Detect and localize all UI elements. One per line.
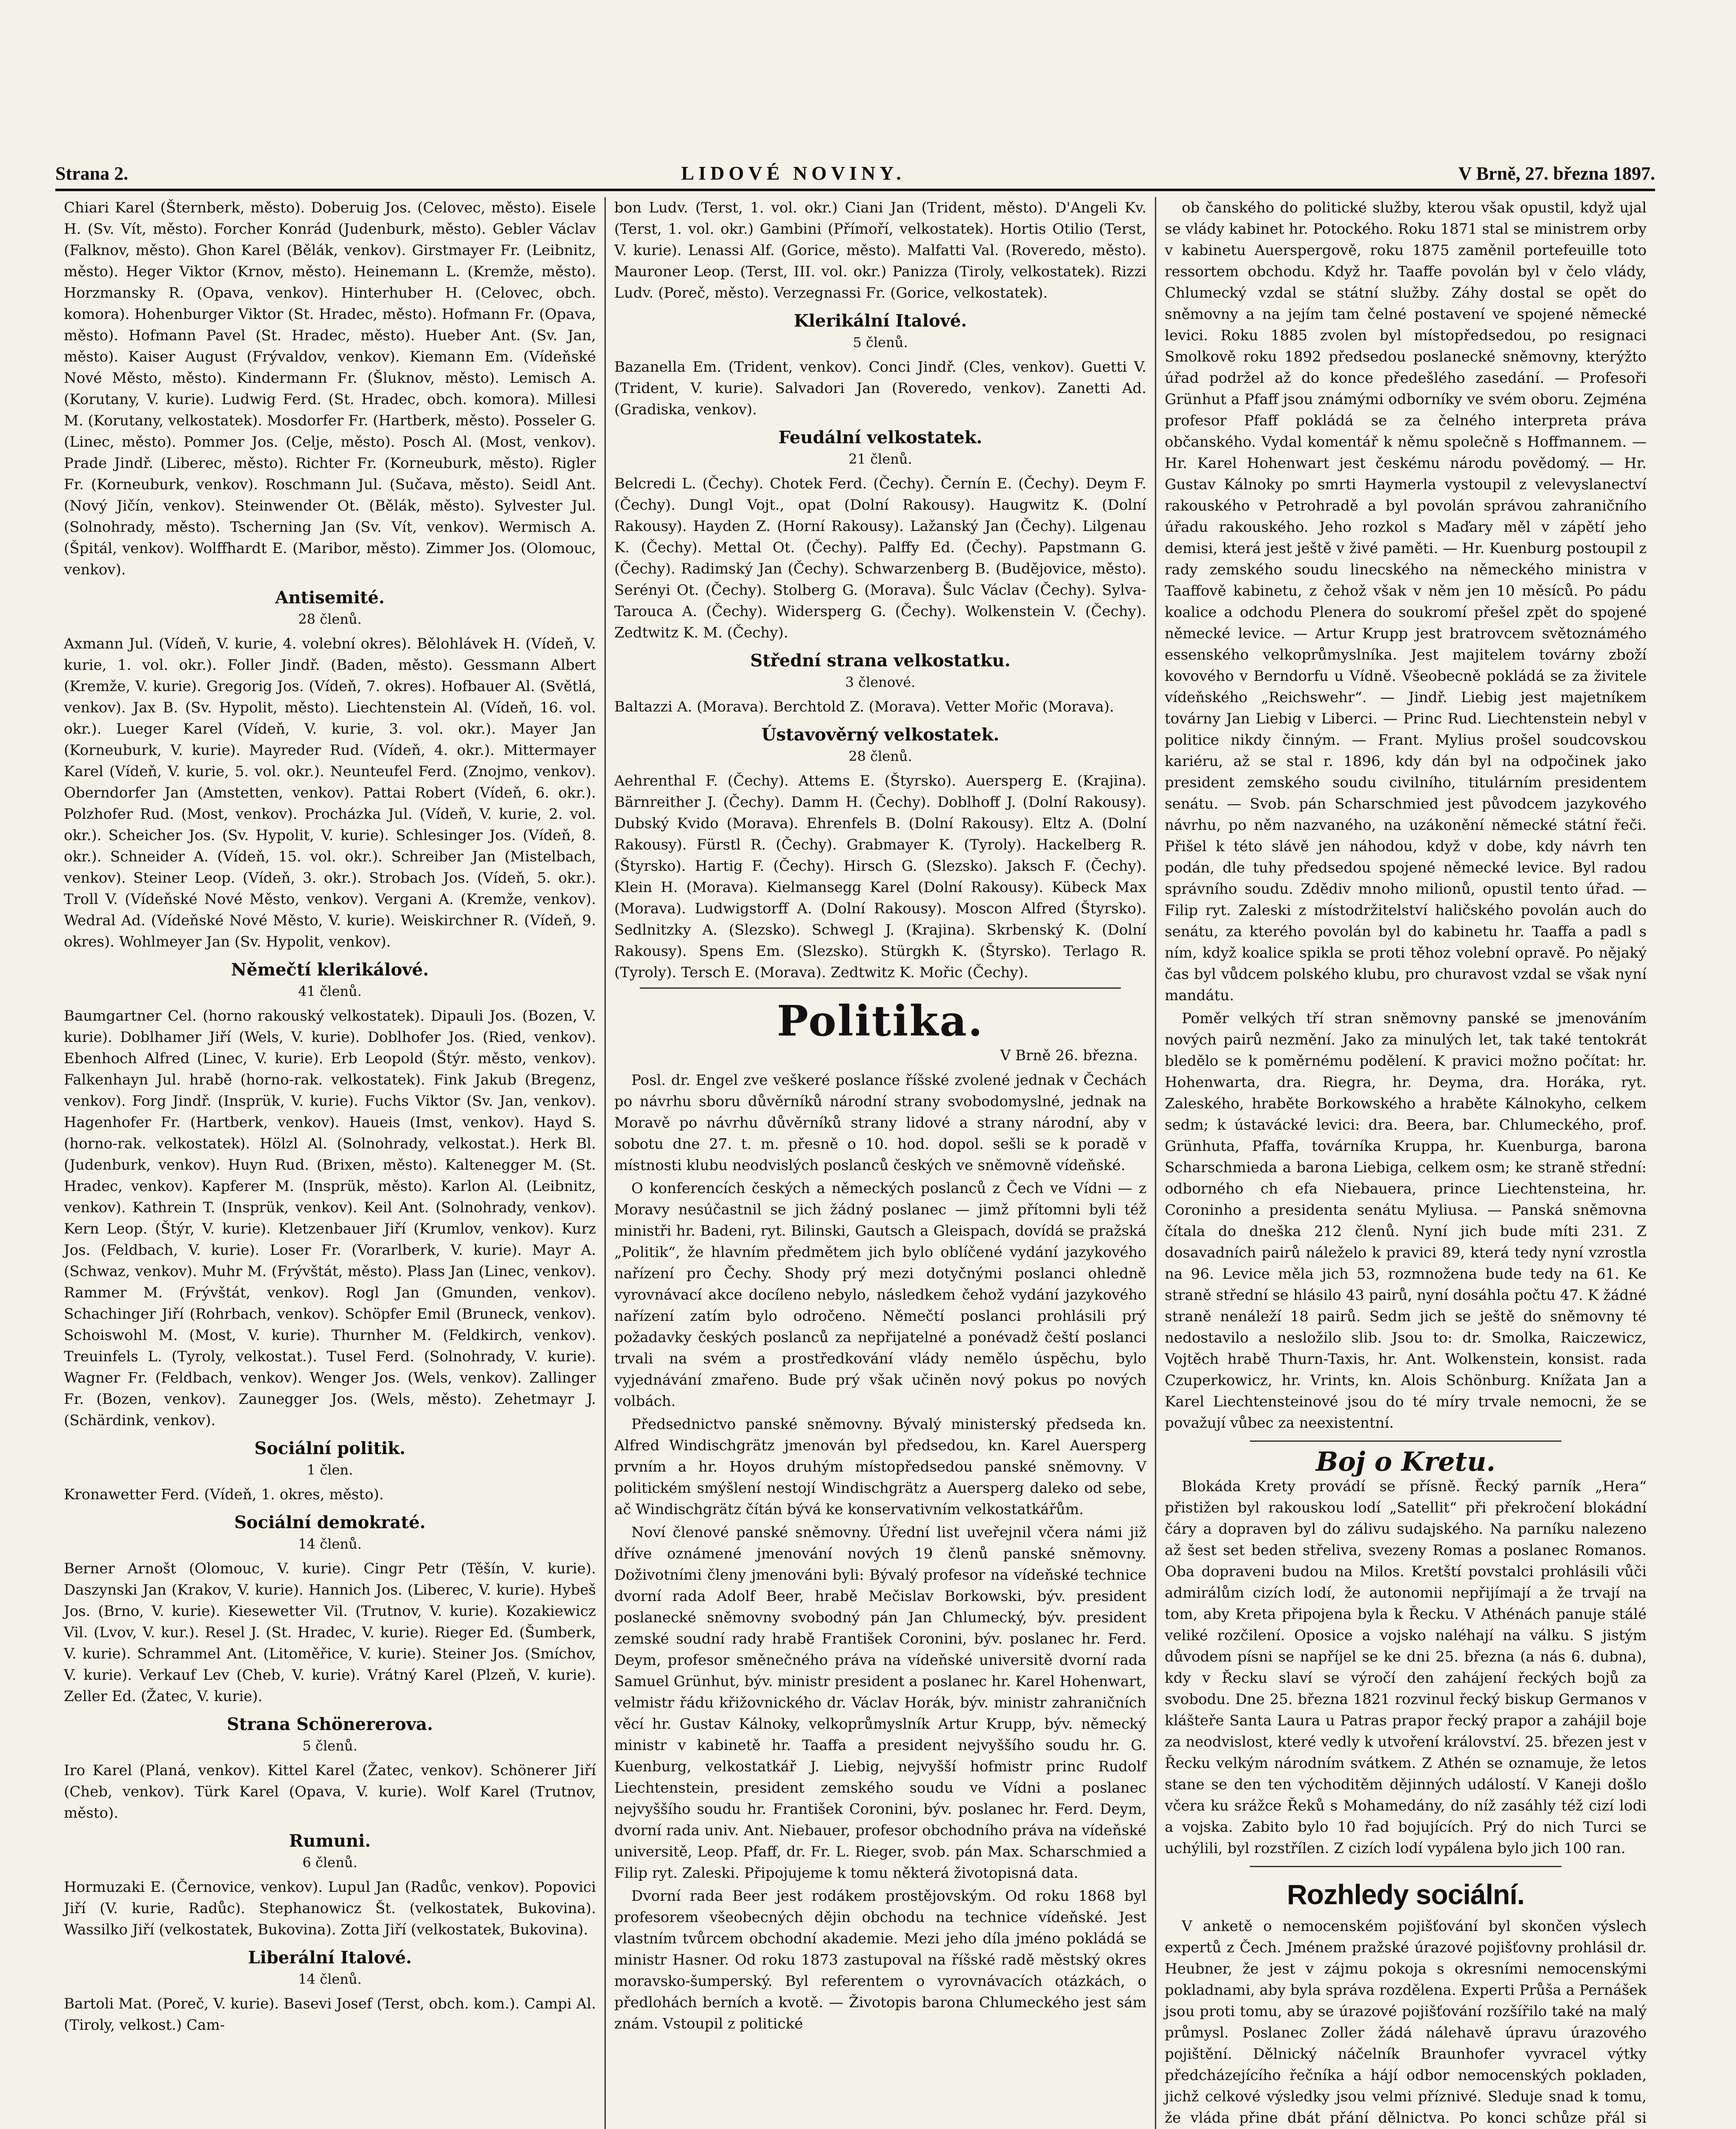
section-heading-constitutional-estate: Ústavověrný velkostatek. bbox=[761, 725, 1000, 745]
column-3 bbox=[1155, 197, 1655, 2129]
article-paragraph: Blokáda Krety provádí se přísně. Řecký parník „Hera“ přistižen byl rakouskou lodí „Satellit“ při překročení blokádní čáry a dopraven byl do zálivu sudajského. Na parníku nalezeno až šest set beden střeliva, svezeny Romas a poslanec Romanos. Oba dopraveni budou na Milos. Kretští povstalci prohlásili vůči admirálům cizích lodí, že autonomii nepřijímají a že trvají na tom, aby Kreta připojena byla k Řecku. V Athénách panuje stálé veliké rozčilení. Oposice a vojsko naléhají na válku. S jistým důvodem písni se napříjel se ke dni 25. března (a nás 6. dubna), kdy v Řecku slaví se výročí den zahájení řeckých bojů za svobodu. Dne 25. března 1821 rozvinul řecký biskup Germanos v klášteře Santa Laura u Patras prapor řecký prapor a zahájil boje za neodvislost, které vedly k utvoření království. 25. březen jest v Řecku velkým národním svátkem. Z Athén se oznamuje, že letos stane se den ten východitěm dějinných událostí. V Kaneji došlo včera ku srážce Řeků s Mohamedány, do níž zasáhly též cizí lodi a vojska. Zabito bylo 10 řad bojujících. Prý do nich Turci se uchýlili, byl rozstřílen. Z cizích lodí vypálena bylo jich 100 ran. bbox=[1165, 1478, 1647, 1857]
section-heading-antisemite: Antisemité. bbox=[275, 588, 385, 608]
member-count: 21 členů. bbox=[848, 451, 912, 467]
member-list: Aehrenthal F. (Čechy). Attems E. (Štyrsko). Auersperg E. (Krajina). Bärnreither J. (Čechy). Damm H. (Čechy). Doblhoff J. (Dolní Rakousy). Dubský Kvido (Morava). Ehrenfels B. (Dolní Rakousy). Eltz A. (Dolní Rakousy). Fürstl R. (Čechy). Grabmayer K. (Tyroly). Hackelberg R. (Štyrsko). Hartig F. (Čechy). Hirsch G. (Slezsko). Jaksch F. (Čechy). Klein H. (Morava). Kielmansegg Karel (Dolní Rakousy). Kübeck Max (Morava). Ludwigstorff A. (Dolní Rakousy). Moscon Alfred (Štyrsko). Sedlnitzky A. (Slezsko). Schwegl J. (Krajina). Skrbenský K. (Dolní Rakousy). Spens Em. (Slezsko). Stürgkh K. (Štyrsko). Terlago R. (Tyroly). Tersch E. (Morava). Zedtwitz K. Mořic (Čechy). bbox=[614, 772, 1146, 981]
section-heading-clerical-italians: Klerikální Italové. bbox=[794, 311, 967, 331]
columns bbox=[55, 197, 1655, 2129]
member-count: 3 členové. bbox=[845, 674, 916, 690]
article-paragraph: Noví členové panské sněmovny. Úřední list uveřejnil včera námi již dříve oznámené jmenování nových 19 členů panské sněmovny. Doživotními členy jmenováni byli: Bývalý profesor na vídeňské technice dvorní rada Adolf Beer, hrabě Mečislav Borkowski, býv. president poslanecké sněmovny svobodný pán Jan Chlumecký, býv. president zemské soudní rady hrabě František Coronini, býv. poslanec hr. Ferd. Deym, profesor směnečného práva na vídeňské universitě dvorní rada Samuel Grünhut, býv. ministr president a poslanec hr. Karel Hohenwart, velmistr řádu křižovnického dr. Václav Horák, býv. ministr zahraničních věcí hr. Gustav Kálnoky, velkoprůmyslník Artur Krupp, býv. německý ministr v kabinetě hr. Taaffa a president nejvyššího soudu hr. G. Kuenburg, velkostatkář J. Liebig, nejvyšší hofmistr princ Rudolf Liechtenstein, president zemského soudu ve Vídni a poslanec nejvyššího soudu hr. František Coronini, býv. poslanec hr. Ferd. Deym, dvorní rada univ. Ant. Niebauer, profesor obchodního práva na vídeňské universitě, Leop. Pfaff, dr. Fr. L. Rieger, svob. pán Max. Scharschmied a Filip ryt. Zaleski. Připojujeme k tomu některá životopisná data. bbox=[614, 1524, 1146, 1882]
issue-date: V Brně, 27. března 1897. bbox=[1458, 163, 1655, 184]
member-list: Iro Karel (Planá, venkov). Kittel Karel (Žatec, venkov). Schönerer Jiří (Cheb, venkov). Türk Karel (Opava, V. kurie). Wolf Karel (Trutnov, město). bbox=[64, 1762, 596, 1822]
masthead-title: LIDOVÉ NOVINY. bbox=[681, 162, 905, 184]
member-count: 28 členů. bbox=[848, 748, 912, 764]
article-paragraph: Předsednictvo panské sněmovny. Bývalý ministerský předseda kn. Alfred Windischgrätz jmenován byl předsedou, kn. Karel Auersperg prvním a hr. Hoyos druhým místopředsedou panské sněmovny. V politickém smýšlení nestojí Windischgrätz a Auersperg daleko od sebe, ač Windischgrätz čítán bývá ke konservativním velkostatkářům. bbox=[614, 1416, 1146, 1518]
page-header bbox=[55, 162, 1655, 191]
dateline: V Brně 26. března. bbox=[1000, 1047, 1138, 1064]
member-list: Kronawetter Ferd. (Vídeň, 1. okres, město). bbox=[64, 1486, 384, 1503]
article-paragraph: Poměr velkých tří stran sněmovny panské se jmenováním nových pairů nezmění. Jako za minulých let, tak také tentokrát bledělo se k poměrnému podělení. K pravici možno počítat: hr. Hohenwarta, dra. Riegra, hr. Deyma, dra. Horáka, ryt. Zaleského, hraběte Borkowského a hraběte Kálnokyho, celkem sedm; k ústavácké levici: dra. Beera, bar. Chlumeckého, prof. Grünhuta, Pfaffa, továrníka Kruppa, hr. Kuenburga, barona Scharschmieda a barona Liebiga, celkem osm; ke straně střední: odborného ch efa Niebauera, prince Liechtensteina, hr. Coroninho a presidenta senátu Myliusa. — Panská sněmovna čítala do dneška 212 členů. Nyní jich bude míti 231. Z dosavadních pairů náleželo k pravici 89, která tedy nyní vzrostla na 96. Levice měla jich 53, rozmnožena bude tedy na 61. Ke straně střední se hlásilo 43 pairů, nyní dosáhla počtu 47. K žádné straně nenáleží 18 pairů. Sedm jich se ještě do sněmovny té nedostavilo a nesložilo slib. Jsou to: dr. Smolka, Raiczewicz, Vojtěch hrabě Thurn-Taxis, hr. Ant. Wolkenstein, konsist. rada Czuperkowicz, hr. Vrints, kn. Alois Schönburg. Knížata Jan a Karel Liechtensteinové jsou do té míry trvale nemocni, že se považují vůbec za neexistentní. bbox=[1165, 1010, 1647, 1432]
member-list: Baumgartner Cel. (horno rakouský velkostatek). Dipauli Jos. (Bozen, V. kurie). Doblhamer Jiří (Wels, V. kurie). Doblhofer Jos. (Ried, venkov). Ebenhoch Alfred (Linec, V. kurie). Erb Leopold (Štýr. město, venkov). Falkenhayn Jul. hrabě (horno-rak. velkostatek). Fink Jakub (Bregenz, venkov). Forg Jindř. (Insprük, V. kurie). Fuchs Viktor (Sv. Jan, venkov). Hagenhofer Fr. (Hartberk, venkov). Haueis (Imst, venkov). Hayd S. (horno-rak. velkostatek). Hölzl Al. (Solnohrady, velkostat.). Herk Bl. (Judenburk, venkov). Huyn Rud. (Brixen, město). Kaltenegger M. (St. Hradec, venkov). Kapferer M. (Insprük, město). Karlon Al. (Leibnitz, venkov). Kathrein T. (Insprük, venkov). Keil Ant. (Solnohrady, venkov). Kern Leop. (Štýr, V. kurie). Kletzenbauer Jiří (Krumlov, venkov). Kurz Jos. (Feldbach, V. kurie). Loser Fr. (Vorarlberk, V. kurie). Mayr A. (Schwaz, venkov). Muhr M. (Frývštát, město). Plass Jan (Linec, venkov). Rammer M. (Frývštát, venkov). Rogl Jan (Gmunden, venkov). Schachinger Jiří (Rohrbach, venkov). Schöpfer Emil (Bruneck, venkov). Schoiswohl M. (Most, V. kurie). Thurnher M. (Feldkirch, venkov). Treuinfels L. (Tyroly, velkostat.). Tusel Ferd. (Solnohrady, V. kurie). Wagner Fr. (Feldbach, venkov). Wenger Jos. (Wels, venkov). Zallinger Fr. (Bozen, venkov). Zaunegger Jos. (Wels, město). Zehetmayr J. (Schärdink, venkov). bbox=[64, 1007, 596, 1429]
member-list: Bazanella Em. (Trident, venkov). Conci Jindř. (Cles, venkov). Guetti V. (Trident, V. kurie). Salvadori Jan (Roveredo, venkov). Zanetti Ad. (Gradiska, venkov). bbox=[614, 359, 1146, 418]
section-heading-feudal-estate: Feudální velkostatek. bbox=[778, 428, 983, 448]
section-heading-social-politician: Sociální politik. bbox=[254, 1438, 406, 1458]
member-count: 5 členů. bbox=[853, 334, 908, 350]
section-heading-social-democrats: Sociální demokraté. bbox=[234, 1512, 426, 1532]
member-count: 41 členů. bbox=[298, 983, 362, 999]
column-2 bbox=[604, 197, 1155, 2129]
divider bbox=[1250, 1866, 1561, 1867]
section-heading-schonerer-party: Strana Schönererova. bbox=[226, 1714, 433, 1734]
member-list: Axmann Jul. (Vídeň, V. kurie, 4. volební okres). Bělohlávek H. (Vídeň, V. kurie, 1. vol. okr.). Foller Jindř. (Baden, město). Gessmann Albert (Kremže, V. kurie). Gregorig Jos. (Vídeň, 7. okres). Hofbauer Al. (Světlá, venkov). Jax B. (Sv. Hypolit, město). Liechtenstein Al. (Vídeň, 16. vol. okr.). Lueger Karel (Vídeň, V. kurie, 3. vol. okr.). Mayer Jan (Korneuburk, V. kurie). Mayreder Rud. (Vídeň, 4. okr.). Mittermayer Karel (Vídeň, V. kurie, 5. vol. okr.). Neunteufel Ferd. (Znojmo, venkov). Oberndorfer Jan (Amstetten, venkov). Pattai Robert (Vídeň, 6. okr.). Polzhofer Rud. (Most, venkov). Procházka Jul. (Vídeň, V. kurie, 2. vol. okr.). Scheicher Jos. (Sv. Hypolit, V. kurie). Schlesinger Jos. (Vídeň, 8. okr.). Schneider A. (Vídeň, 15. vol. okr.). Schreiber Jan (Mistelbach, venkov). Steiner Leop. (Vídeň, 3. okr.). Strobach Jos. (Vídeň, 5. okr.). Troll V. (Vídeňské Nové Město, venkov). Vergani A. (Kremže, venkov). Wedral Ad. (Vídeňské Nové Město, V. kurie). Weiskirchner R. (Vídeň, 9. okres). Wohlmeyer Jan (Sv. Hypolit, venkov). bbox=[64, 635, 596, 950]
section-title-politika: Politika. bbox=[777, 997, 984, 1046]
divider bbox=[640, 987, 1121, 989]
member-list: Hormuzaki E. (Černovice, venkov). Lupul Jan (Radůc, venkov). Popovici Jiří (V. kurie, Radůc). Stephanowicz Št. (velkostatek, Bukovina). Wassilko Jiří (velkostatek, Bukovina). Zotta Jiří (velkostatek, Bukovina). bbox=[64, 1879, 596, 1938]
member-count: 28 členů. bbox=[298, 611, 362, 627]
section-heading-romanians: Rumuni. bbox=[289, 1831, 371, 1851]
member-list: Belcredi L. (Čechy). Chotek Ferd. (Čechy). Černín E. (Čechy). Deym F. (Čechy). Dungl Vojt., opat (Dolní Rakousy). Haugwitz K. (Dolní Rakousy). Hayden Z. (Horní Rakousy). Lažanský Jan (Čechy). Lilgenau K. (Čechy). Mettal Ot. (Čechy). Palffy Ed. (Čechy). Papstmann G. (Čechy). Radimský Jan (Čechy). Schwarzenberg B. (Budějovice, město). Serényi Ot. (Čechy). Stolberg G. (Morava). Šulc Václav (Čechy). Sylva-Tarouca A. (Čechy). Widersperg G. (Čechy). Wolkenstein V. (Čechy). Zedtwitz K. M. (Čechy). bbox=[614, 475, 1146, 641]
column-1 bbox=[55, 197, 604, 2129]
member-count: 14 členů. bbox=[298, 1971, 362, 1987]
member-count: 5 členů. bbox=[302, 1738, 358, 1754]
member-list-continued: bon Ludv. (Terst, 1. vol. okr.) Ciani Jan (Trident, město). D'Angeli Kv. (Terst, 1. vol. okr.) Gambini (Přímoří, velkostatek). Hortis Otilio (Terst, V. kurie). Lenassi Alf. (Gorice, město). Malfatti Val. (Roveredo, město). Mauroner Leop. (Terst, III. vol. okr.) Panizza (Tiroly, velkostatek). Rizzi Ludv. (Poreč, město). Verzegnassi Fr. (Gorice, velkostatek). bbox=[614, 199, 1146, 301]
member-list: Berner Arnošt (Olomouc, V. kurie). Cingr Petr (Těšín, V. kurie). Daszynski Jan (Krakov, V. kurie). Hannich Jos. (Liberec, V. kurie). Hybeš Jos. (Brno, V. kurie). Kiesewetter Vil. (Trutnov, V. kurie). Kozakiewicz Vil. (Lvov, V. kur.). Resel J. (St. Hradec, V. kurie). Rieger Ed. (Šumberk, V. kurie). Schrammel Ant. (Litoměřice, V. kurie). Steiner Jos. (Smíchov, V. kurie). Verkauf Lev (Cheb, V. kurie). Vrátný Karel (Plzeň, V. kurie). Zeller Ed. (Žatec, V. kurie). bbox=[64, 1560, 596, 1705]
divider bbox=[1250, 1440, 1561, 1442]
article-paragraph: O konferencích českých a německých poslanců z Čech ve Vídni — z Moravy nesúčastnil se jich žádný poslanec — jimž přítomni byli též ministři hr. Badeni, ryt. Bilinski, Gautsch a Gleispach, dovídá se pražská „Politik“, že hlavním předmětem jich bylo oblíčené vydání jazykového nařízení pro Čechy. Shody prý mezi dotyčnými poslanci ohledně vyrovnávací akce docíleno nebylo, následkem čehož vydání jazykového nařízení zatím bylo odročeno. Němečtí poslanci prohlásili prý požadavky českých poslanců za nepřijatelné a ponévadž čeští poslanci trvali na svém a prostředkování vlády nemělo úspěchu, bylo vyjednávání zmařeno. Bude prý však učiněn nový pokus po nových volbách. bbox=[614, 1180, 1146, 1410]
member-count: 6 členů. bbox=[302, 1854, 358, 1871]
article-paragraph: V anketě o nemocenském pojišťování byl skončen výslech expertů z Čech. Jménem pražské úrazové pojišťovny prohlásil dr. Heubner, že jest v zájmu pokoja s okresními nemocenskými pokladnami, aby byla správa rozdělena. Experti Průša a Pernášek jsou proti tomu, aby se úrazové pojišťování rozšířilo také na malý průmysl. Poslanec Zoller žádá nálehavě úpravu úrazového pojištění. Dělnický náčelník Braunhofer vyvracel výtky předcházejícího řečníka a hájí odbor nemocenských pokladen, jichž celkové výsledky jsou velmi příznivé. Sleduje snad k tomu, že vláda přine dbát přání dělnictva. Po konci schůze přál si bbox=[1165, 1918, 1647, 2126]
article-paragraph: Dvorní rada Beer jest rodákem prostějovským. Od roku 1868 byl profesorem všeobecných dějin obchodu na technice vídeňské. Jest vlastním tvůrcem obchodní akademie. Mezi jeho díla jméno pokládá se ministr Hasner. Od roku 1873 zastupoval na říšské radě městský okres moravsko-šumperský. Byl referentem o vyrovnávacích otázkách, o předlohách berních a kvotě. — Životopis barona Chlumeckého jest sám znám. Vstoupil z politické bbox=[614, 1888, 1146, 2032]
member-list: Bartoli Mat. (Poreč, V. kurie). Basevi Josef (Terst, obch. kom.). Campi Al. (Tiroly, velkost.) Cam- bbox=[64, 1995, 596, 2034]
article-paragraph: ob čanského do politické služby, kterou však opustil, když ujal se vlády kabinet hr. Potockého. Roku 1871 stal se ministrem orby v kabinetu Auerspergově, roku 1875 zaměnil portefeuille toto ressortem obchodu. Když hr. Taaffe povolán byl v čelo vlády, Chlumecký vzdal se státní služby. Záhy dostal se opět do sněmovny a na jejím tam čelné postavení ve spojené německé levici. Roku 1885 zvolen byl místopředsedou, po resignaci Smolkově roku 1892 předsedou poslanecké sněmovny, kterýžto úřad podržel až do konce předešlého zasedání. — Profesoři Grünhut a Pfaff jsou známými odborníky ve svém oboru. Zejména profesor Pfaff pokládá se za čelného interpreta práva občanského. Vydal komentář k němu společně s Hoffmannem. — Hr. Karel Hohenwart jest českému národu povědomý. — Hr. Gustav Kálnoky po smrti Haymerla vystoupil z velevyslanectví rakouského v Petrohradě a byl povolán správou zahraničního úřadu rakouského. Jeho rozkol s Maďary měl v zápětí jeho demisi, která jest ještě v živé paměti. — Hr. Kuenburg postoupil z rady zemského soudu linecského na německého ministra v Taaffově kabinetu, z čehož však v něm jen 10 měsíců. Po pádu koalice a odchodu Plenera do soukromí přešel zpět do spojené německé levice. — Artur Krupp jest bratrovcem světoznámého essenského velkoprůmyslníka. Jest majitelem továrny zboží kovového v Berndorfu u Vídně. Všeobecně pokládá se za živitele vídeňského „Reichswehr“. — Jindř. Liebig jest majetníkem továrny Jan Liebig v Liberci. — Princ Rud. Liechtenstein nebyl v politice nikdy činným. — Frant. Mylius prošel soudcovskou kariéru, až se stal r. 1896, kdy dán byl na odpočinek jako president zemského soudu civilního, titulárním presidentem senátu. — Svob. pán Scharschmied jest původcem jazykového návrhu, po něm nazvaného, na uzákonění německé státní řeči. Přišel k této slávě jen náhodou, když v dobe, kdy návrh ten podán, dle tuhy předsedou spojené německé levice. Byl radou správního soudu. Zdědiv mnoho milionů, opustil tento úřad. — Filip ryt. Zaleski z místodržitelství haličského povolán auch do senátu, za kterého povolán byl do kabinetu hr. Taaffa a padl s ním, když koalice spikla se proti těhoz volební opravě. Po nějaký čas byl vůdcem polského klubu, pro churavost vzdal se však nyní mandátu. bbox=[1165, 199, 1647, 1004]
section-heading-german-clericals: Němečtí klerikálové. bbox=[231, 960, 429, 980]
section-heading-liberal-italians: Liberální Italové. bbox=[248, 1948, 412, 1968]
article-paragraph: Posl. dr. Engel zve veškeré poslance říšské zvolené jednak v Čechách po návrhu sboru důvěrníků národní strany svobodomyslné, jednak na Moravě po návrhu důvěrníků strany lidové a strany národní, aby v sobotu dne 27. t. m. přesně o 10. hod. dopol. sešli se k poradě v místnosti klubu neodvislých poslanců českých ve sněmovně vídeňské. bbox=[614, 1072, 1146, 1174]
page-number: Strana 2. bbox=[55, 163, 129, 184]
section-heading-middle-estate: Střední strana velkostatku. bbox=[750, 651, 1011, 671]
member-list: Baltazzi A. (Morava). Berchtold Z. (Morava). Vetter Mořic (Morava). bbox=[614, 698, 1114, 715]
member-count: 14 členů. bbox=[298, 1536, 362, 1552]
headline-rozhledy-socialni: Rozhledy sociální. bbox=[1287, 1879, 1524, 1910]
member-list-continued: Chiari Karel (Šternberk, město). Doberuig Jos. (Celovec, město). Eisele H. (Sv. Vít, město). Forcher Konrád (Judenburk, město). Gebler Václav (Falknov, město). Ghon Karel (Bělák, venkov). Girstmayer Fr. (Leibnitz, město). Heger Viktor (Krnov, město). Heinemann L. (Kremže, město). Horzmansky R. (Opava, venkov). Hinterhuber H. (Celovec, obch. komora). Hohenburger Viktor (St. Hradec, město). Hofmann Fr. (Opava, město). Hofmann Pavel (St. Hradec, město). Hueber Ant. (Sv. Jan, město). Kaiser August (Frývaldov, venkov). Kiemann Em. (Vídeňské Nové Město, město). Kindermann Fr. (Šluknov, město). Lemisch A. (Korutany, V. kurie). Ludwig Ferd. (St. Hradec, obch. komora). Millesi M. (Korutany, velkostatek). Mosdorfer Fr. (Hartberk, město). Posseler G. (Linec, město). Pommer Jos. (Celje, město). Posch Al. (Most, venkov). Prade Jindř. (Liberec, město). Richter Fr. (Korneuburk, město). Rigler Fr. (Korneuburk, venkov). Roschmann Jul. (Sučava, město). Seidl Ant. (Nový Jičín, venkov). Steinwender Ot. (Bělák, město). Sylvester Jul. (Solnohrady, město). Tscherning Jan (Sv. Vít, venkov). Wermisch A. (Špitál, venkov). Wolffhardt E. (Maribor, město). Zimmer Jos. (Olomouc, venkov). bbox=[64, 199, 596, 578]
headline-boj-o-kretu: Boj o Kretu. bbox=[1315, 1446, 1495, 1477]
member-count: 1 člen. bbox=[307, 1462, 353, 1478]
